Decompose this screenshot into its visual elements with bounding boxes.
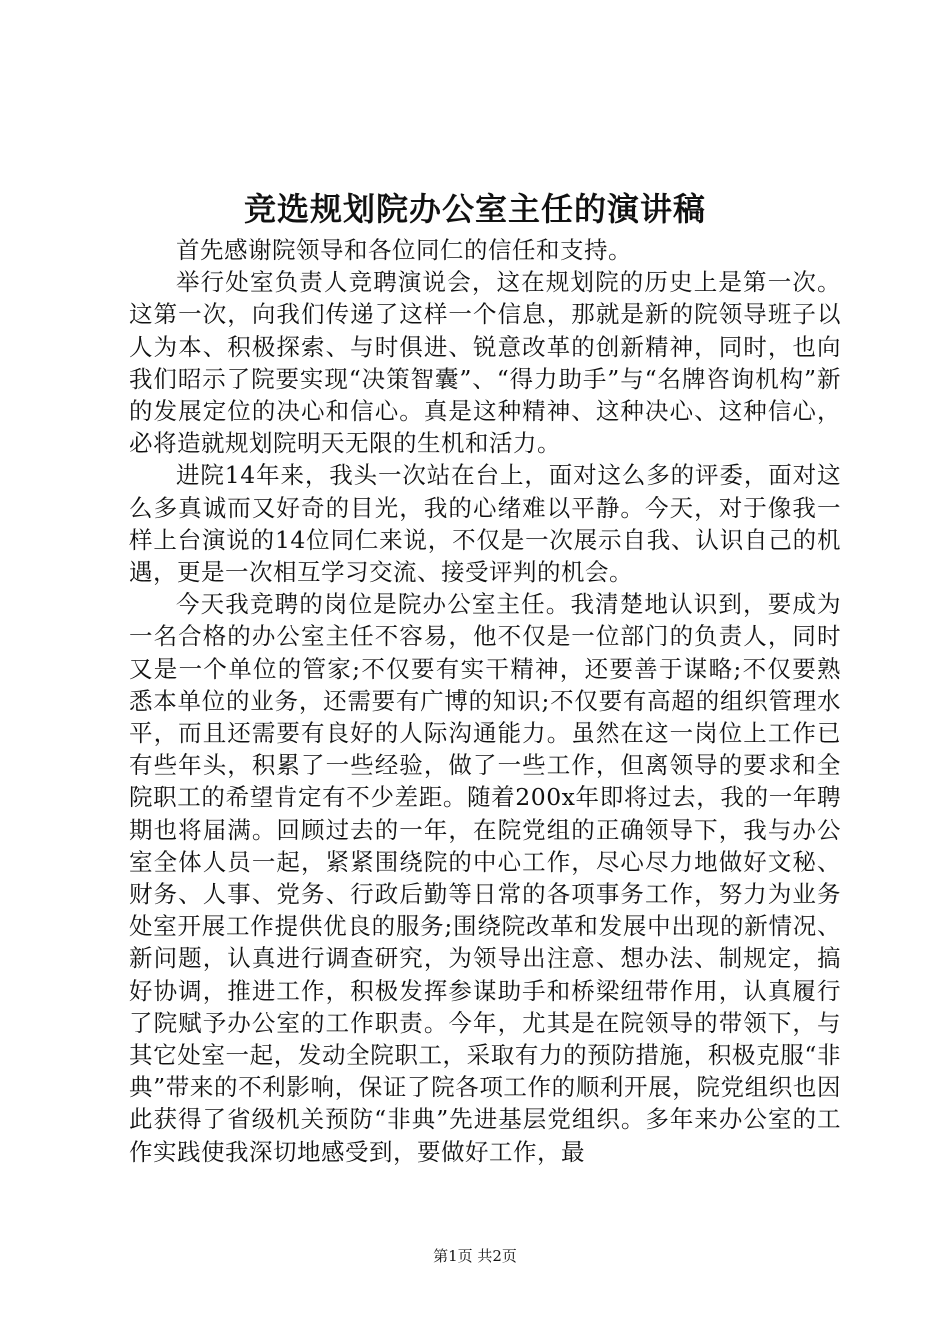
paragraph-3: 进院14年来，我头一次站在台上，面对这么多的评委，面对这么多真诚而又好奇的目光，我的心绪难以平静。今天，对于像我一样上台演说的14位同仁来说，不仅是一次展示自我、认识自己的机遇，更是一次相互学习交流、接受评判的机会。 bbox=[129, 461, 841, 587]
paragraph-1: 首先感谢院领导和各位同仁的信任和支持。 bbox=[176, 236, 632, 264]
document-body bbox=[129, 234, 841, 1168]
document-title: 竞选规划院办公室主任的演讲稿 bbox=[243, 190, 706, 228]
page-footer: 第1页 共2页 bbox=[433, 1247, 517, 1265]
paragraph-2: 举行处室负责人竞聘演说会，这在规划院的历史上是第一次。这第一次，向我们传递了这样一个信息，那就是新的院领导班子以人为本、积极探索、与时俱进、锐意改革的创新精神，同时，也向我们昭示了院要实现“决策智囊”、“得力助手”与“名牌咨询机构”新的发展定位的决心和信心。真是这种精神、这种决心、这种信心，必将造就规划院明天无限的生机和活力。 bbox=[129, 268, 841, 458]
paragraph-4: 今天我竞聘的岗位是院办公室主任。我清楚地认识到，要成为一名合格的办公室主任不容易，他不仅是一位部门的负责人，同时又是一个单位的管家;不仅要有实干精神，还要善于谋略;不仅要熟悉本单位的业务，还需要有广博的知识;不仅要有高超的组织管理水平，而且还需要有良好的人际沟通能力。虽然在这一岗位上工作已有些年头，积累了一些经验，做了一些工作，但离领导的要求和全院职工的希望肯定有不少差距。随着200x年即将过去，我的一年聘期也将届满。回顾过去的一年，在院党组的正确领导下，我与办公室全体人员一起，紧紧围绕院的中心工作，尽心尽力地做好文秘、财务、人事、党务、行政后勤等日常的各项事务工作，努力为业务处室开展工作提供优良的服务;围绕院改革和发展中出现的新情况、新问题，认真进行调查研究，为领导出注意、想办法、制规定，搞好协调，推进工作，积极发挥参谋助手和桥梁纽带作用，认真履行了院赋予办公室的工作职责。今年，尤其是在院领导的带领下，与其它处室一起，发动全院职工，采取有力的预防措施，积极克服“非典”带来的不利影响，保证了院各项工作的顺利开展，院党组织也因此获得了省级机关预防“非典”先进基层党组织。多年来办公室的工作实践使我深切地感受到，要做好工作，最 bbox=[129, 590, 841, 1166]
